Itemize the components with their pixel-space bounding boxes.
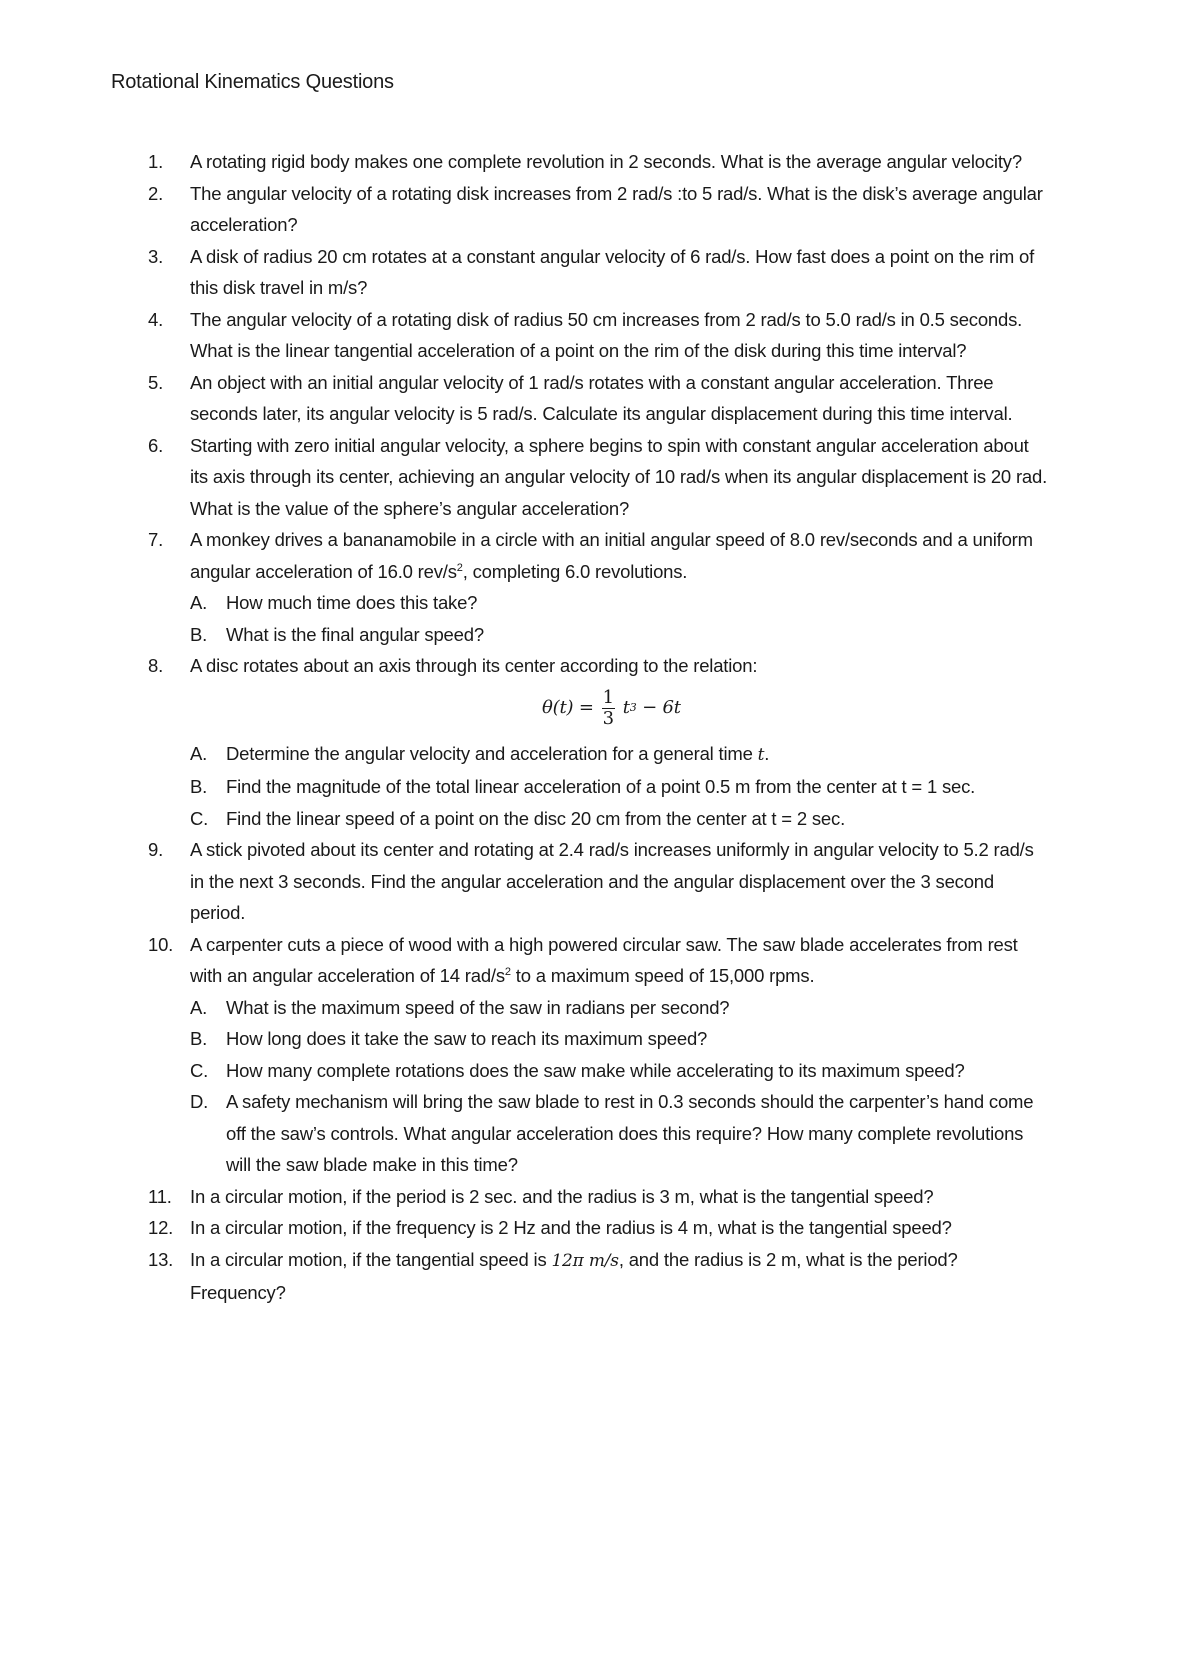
question-number: 9.	[148, 839, 164, 860]
question-text-end: , and the radius is 2 m, what is the period? Frequency?	[190, 1248, 958, 1303]
question-number: 10.	[148, 933, 174, 955]
question-text-end: , completing 6.0 revolutions.	[462, 560, 688, 582]
question-8	[148, 650, 1048, 834]
equation-fraction	[602, 688, 615, 729]
subquestion-10c	[190, 1055, 1048, 1087]
question-text: In a circular motion, if the tangential speed is	[190, 1248, 552, 1270]
question-text: A carpenter cuts a piece of wood with a high powered circular saw. The saw blade accelerates from rest with an angular acceleration of 14 rad/s	[190, 933, 1018, 986]
equation-variable: t	[622, 697, 630, 719]
question-11	[148, 1181, 1048, 1213]
fraction-numerator: 1	[602, 686, 614, 708]
subquestion-text: How long does it take the saw to reach its maximum speed?	[226, 1028, 708, 1049]
question-text: In a circular motion, if the period is 2 sec. and the radius is 3 m, what is the tangential speed?	[190, 1185, 934, 1207]
question-13	[148, 1244, 1048, 1309]
question-number: 12.	[148, 1217, 174, 1238]
superscript: 2	[504, 965, 511, 978]
question-number: 3.	[148, 245, 164, 267]
question-text: In a circular motion, if the frequency is 2 Hz and the radius is 4 m, what is the tangential speed?	[190, 1217, 952, 1238]
subquestion-8c	[190, 803, 1048, 835]
fraction-denominator: 3	[602, 707, 614, 729]
superscript: 2	[456, 561, 463, 574]
question-text: A monkey drives a bananamobile in a circle with an initial angular speed of 8.0 rev/seconds and a uniform angular acceleration of 16.0 rev/s	[190, 529, 1033, 582]
question-number: 1.	[148, 151, 164, 172]
subquestion-text: How much time does this take?	[226, 592, 478, 613]
subquestion-list	[190, 992, 1048, 1181]
question-3	[148, 241, 1048, 304]
subquestion-text: How many complete rotations does the saw make while accelerating to its maximum speed?	[226, 1059, 965, 1081]
question-4	[148, 304, 1048, 367]
subquestion-list	[190, 587, 1048, 650]
question-6	[148, 430, 1048, 525]
subquestion-8b	[190, 771, 1048, 803]
question-text: A disc rotates about an axis through its center according to the relation:	[190, 655, 758, 676]
subquestion-letter: C.	[190, 1059, 209, 1081]
subquestion-10d	[190, 1086, 1048, 1181]
subquestion-text: What is the final angular speed?	[226, 623, 484, 645]
subquestion-10a	[190, 992, 1048, 1024]
subquestion-7a	[190, 587, 1048, 619]
subquestion-letter: A.	[190, 742, 208, 764]
math-expression: 12π m/s	[551, 1250, 619, 1271]
equation: θ(t) = $\frac{1}{3}$ t 3 − 6t	[542, 686, 681, 729]
equation-lhs: θ(t) =	[542, 697, 594, 719]
question-2	[148, 178, 1048, 241]
question-10	[148, 929, 1048, 1181]
question-list	[148, 146, 1048, 1309]
question-12	[148, 1212, 1048, 1244]
question-text-end: to a maximum speed of 15,000 rpms.	[510, 965, 815, 986]
question-5	[148, 367, 1048, 430]
question-number: 6.	[148, 434, 164, 456]
subquestion-text: What is the maximum speed of the saw in radians per second?	[226, 996, 730, 1018]
question-number: 7.	[148, 529, 164, 550]
subquestion-letter: A.	[190, 996, 208, 1018]
subquestion-text: Find the magnitude of the total linear acceleration of a point 0.5 m from the center at t = 1 sec.	[226, 776, 976, 797]
question-9	[148, 834, 1048, 929]
subquestion-letter: B.	[190, 776, 208, 797]
question-7	[148, 524, 1048, 650]
question-text: A rotating rigid body makes one complete revolution in 2 seconds. What is the average angular velocity?	[190, 151, 1022, 172]
math-variable: t	[757, 744, 765, 765]
question-number: 4.	[148, 308, 164, 330]
subquestion-list	[190, 738, 1048, 835]
subquestion-letter: C.	[190, 807, 209, 829]
question-number: 5.	[148, 371, 164, 393]
subquestion-letter: D.	[190, 1091, 209, 1112]
question-number: 8.	[148, 655, 164, 676]
subquestion-text: Find the linear speed of a point on the disc 20 cm from the center at t = 2 sec.	[226, 807, 846, 829]
question-number: 11.	[148, 1185, 172, 1207]
question-number: 2.	[148, 182, 164, 204]
subquestion-letter: B.	[190, 623, 208, 645]
document-title: Rotational Kinematics Questions	[111, 71, 394, 93]
subquestion-8a	[190, 738, 1048, 772]
subquestion-letter: A.	[190, 592, 208, 613]
subquestion-letter: B.	[190, 1028, 208, 1049]
question-text: Starting with zero initial angular velocity, a sphere begins to spin with constant angular acceleration about its axis through its center, achieving an angular velocity of 10 rad/s when its angular displacement is 20 rad. What is the value of the sphere’s angular acceleration?	[190, 434, 1048, 519]
question-text: A disk of radius 20 cm rotates at a constant angular velocity of 6 rad/s. How fast does a point on the rim of this disk travel in m/s?	[190, 245, 1035, 298]
subquestion-10b	[190, 1023, 1048, 1055]
question-1	[148, 146, 1048, 178]
equation-rest: − 6t	[636, 697, 681, 719]
subquestion-text-end: .	[764, 742, 770, 764]
subquestion-text: A safety mechanism will bring the saw blade to rest in 0.3 seconds should the carpenter’s hand come off the saw’s controls. What angular acceleration does this require? How many complete revolutions will the saw blade make in this time?	[226, 1091, 1034, 1175]
subquestion-text: Determine the angular velocity and acceleration for a general time	[226, 742, 758, 764]
question-number: 13.	[148, 1248, 174, 1270]
question-text: The angular velocity of a rotating disk increases from 2 rad/s :to 5 rad/s. What is the disk’s average angular acceleration?	[190, 182, 1043, 235]
question-text: A stick pivoted about its center and rotating at 2.4 rad/s increases uniformly in angular velocity to 5.2 rad/s in the next 3 seconds. Find the angular acceleration and the angular displacement over the 3 second period.	[190, 839, 1034, 923]
question-text: The angular velocity of a rotating disk of radius 50 cm increases from 2 rad/s to 5.0 rad/s in 0.5 seconds. What is the linear tangential acceleration of a point on the rim of the disk during this time interval?	[190, 308, 1023, 361]
question-text: An object with an initial angular velocity of 1 rad/s rotates with a constant angular acceleration. Three seconds later, its angular velocity is 5 rad/s. Calculate its angular displacement during this time interval.	[190, 371, 1013, 424]
subquestion-7b	[190, 619, 1048, 651]
